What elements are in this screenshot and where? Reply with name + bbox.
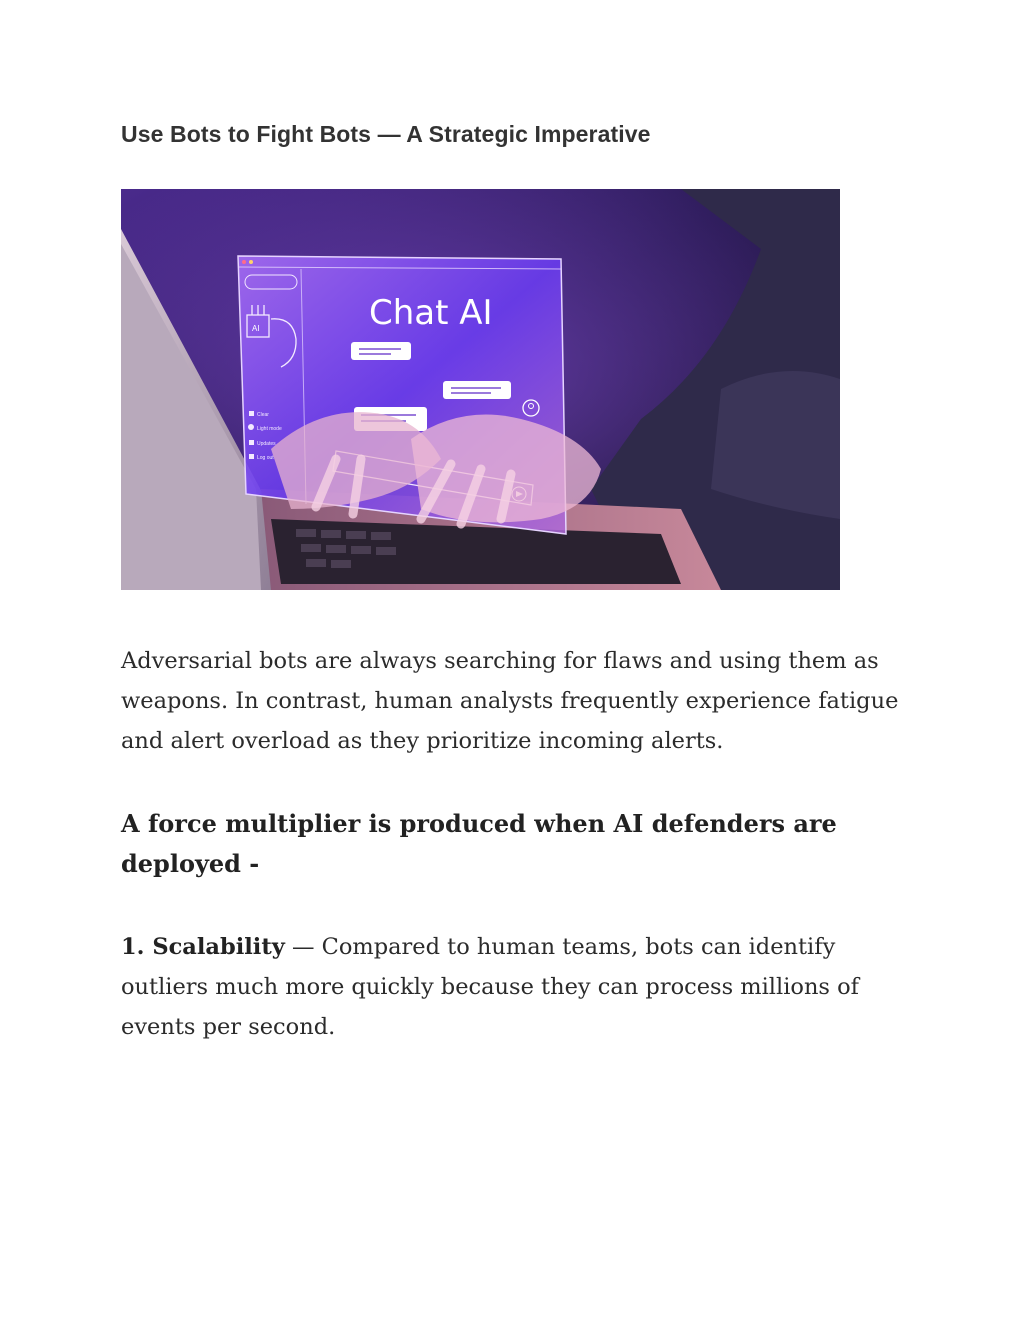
point-text: Compared to human teams, bots can identify outliers much more quickly because they can process millions of events per second. [121, 934, 860, 1040]
point-scalability [121, 927, 911, 1047]
ai-badge-text: AI [252, 324, 260, 333]
point-separator: — [284, 934, 322, 960]
article-title: Use Bots to Fight Bots — A Strategic Imperative [121, 121, 651, 147]
point-label: 1. Scalability [121, 934, 285, 960]
intro-paragraph: Adversarial bots are always searching for flaws and using them as weapons. In contrast, human analysts frequently experience fatigue and alert overload as they prioritize incoming alerts. [121, 648, 899, 754]
sidebar-menu-item: Clear [257, 412, 269, 418]
sidebar-menu-item: Updates [257, 441, 276, 447]
sidebar-menu-item: Log out [257, 455, 274, 461]
chat-ai-title: Chat AI [369, 293, 493, 333]
sidebar-menu-item: Light mode [257, 426, 282, 432]
hero-image [121, 189, 840, 590]
section-heading: A force multiplier is produced when AI defenders are deployed - [121, 809, 837, 878]
